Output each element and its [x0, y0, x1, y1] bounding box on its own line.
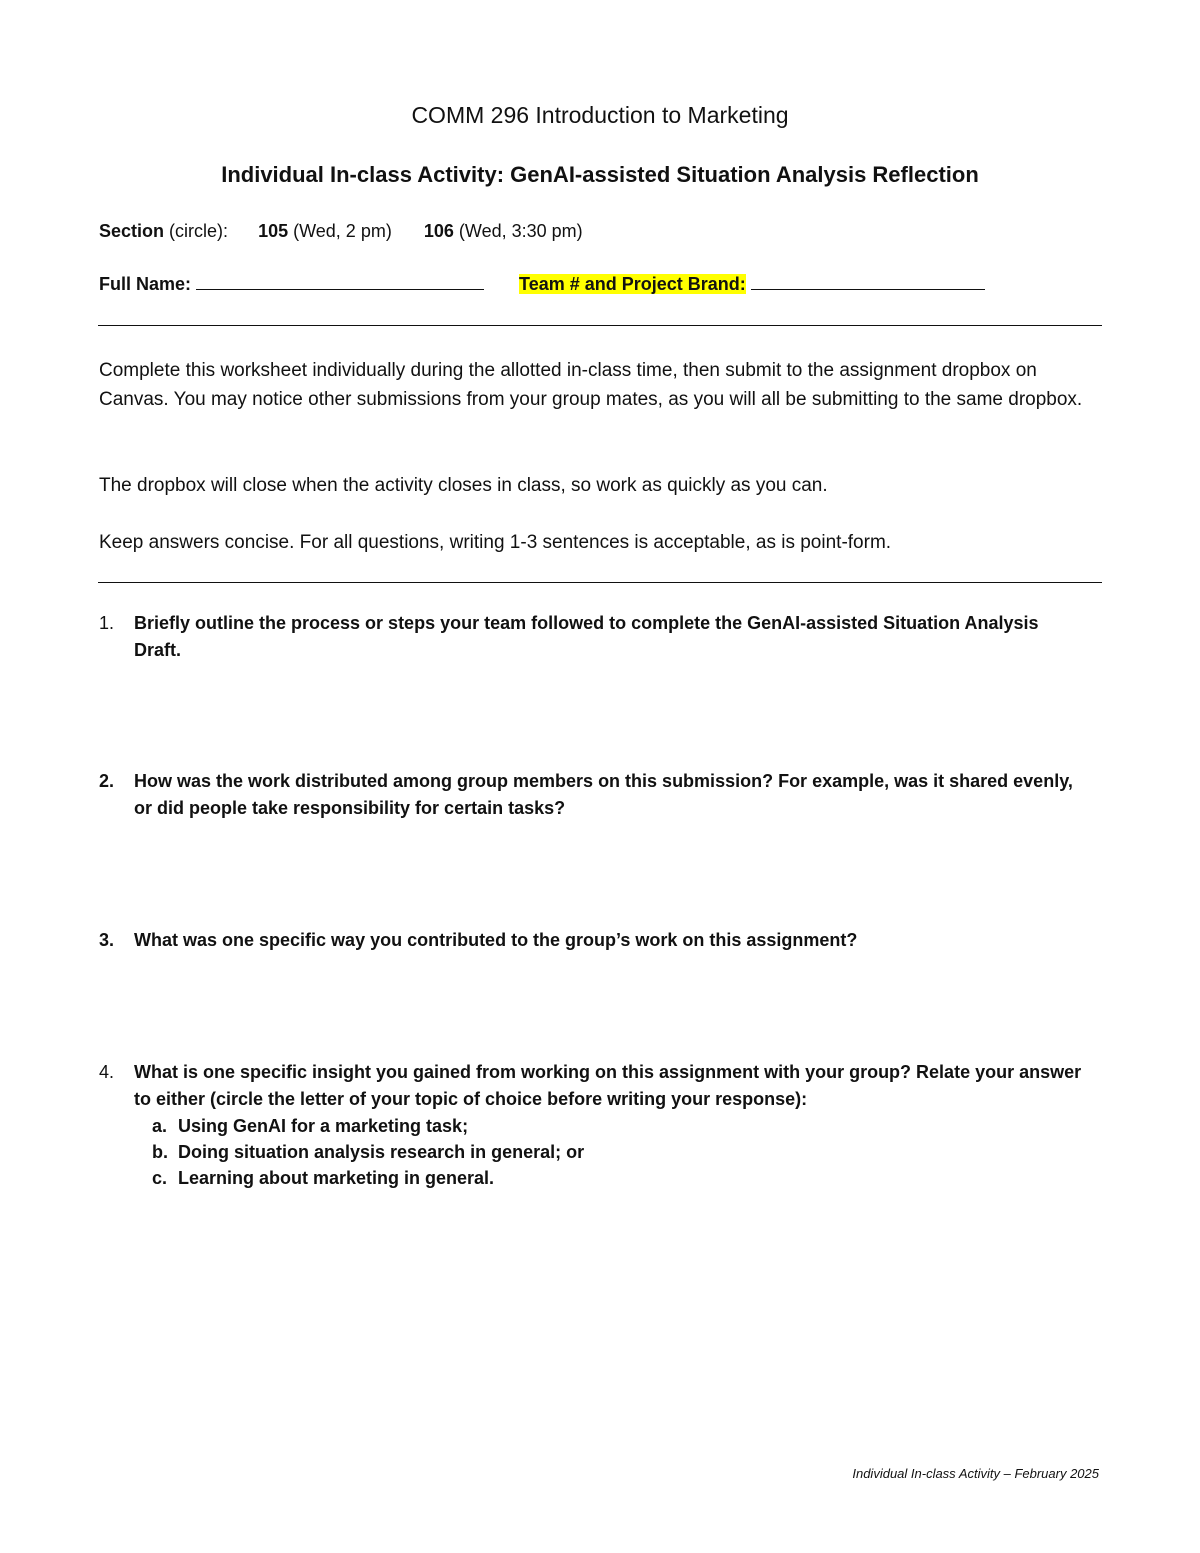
question-number: 2. [99, 771, 115, 791]
option-letter: a. [152, 1116, 168, 1136]
section-selector [99, 221, 583, 242]
option-text: Using GenAI for a marketing task; [178, 1116, 469, 1136]
section-option-106-time: (Wed, 3:30 pm) [458, 221, 583, 241]
section-option-105-time: (Wed, 2 pm) [293, 221, 392, 241]
team-brand-blank[interactable] [751, 273, 985, 290]
question-text: Briefly outline the process or steps your team followed to complete the GenAI-assisted Situation Analysis Draft. [134, 613, 1039, 660]
instruction-paragraph-2: The dropbox will close when the activity closes in class, so work as quickly as you can. [99, 475, 828, 496]
course-title: COMM 296 Introduction to Marketing [411, 102, 789, 128]
question-2 [99, 768, 1089, 822]
section-option-105-number: 105 [258, 221, 289, 241]
section-instruction: (circle): [169, 221, 229, 241]
question-3 [99, 927, 1089, 954]
full-name-blank[interactable] [196, 273, 484, 290]
option-letter: c. [152, 1168, 168, 1188]
divider-bottom [98, 582, 1102, 583]
question-number: 3. [99, 930, 115, 950]
divider-top [98, 325, 1102, 326]
question-text: What was one specific way you contributed to the group’s work on this assignment? [134, 930, 858, 950]
question-text: How was the work distributed among group members on this submission? For example, was it shared evenly, or did people take responsibility for certain tasks? [134, 771, 1073, 818]
topic-option-b[interactable] [134, 1139, 1089, 1165]
option-text: Doing situation analysis research in general; or [178, 1142, 585, 1162]
option-letter: b. [152, 1142, 168, 1162]
instruction-paragraph-1: Complete this worksheet individually during the allotted in-class time, then submit to the assignment dropbox on Canvas. You may notice other submissions from your group mates, as you will all be submitting to the same dropbox. [99, 360, 1083, 410]
topic-options [134, 1113, 1089, 1191]
section-option-106[interactable] [424, 221, 583, 241]
question-number: 1. [99, 613, 115, 633]
section-option-105[interactable] [258, 221, 392, 241]
section-option-106-number: 106 [423, 221, 454, 241]
option-text: Learning about marketing in general. [178, 1168, 495, 1188]
question-number: 4. [99, 1062, 115, 1082]
name-team-row [99, 273, 985, 295]
section-label: Section [99, 221, 165, 241]
team-brand-label: Team # and Project Brand: [519, 274, 746, 294]
topic-option-c[interactable] [134, 1165, 1089, 1191]
activity-title: Individual In-class Activity: GenAI-assisted Situation Analysis Reflection [221, 162, 979, 187]
question-4 [99, 1059, 1089, 1191]
topic-option-a[interactable] [134, 1113, 1089, 1139]
page-footer: Individual In-class Activity – February 2025 [852, 1466, 1099, 1481]
full-name-label: Full Name: [99, 274, 192, 294]
instruction-paragraph-3: Keep answers concise. For all questions, writing 1-3 sentences is acceptable, as is point-form. [99, 532, 892, 553]
question-1 [99, 610, 1089, 664]
question-text: What is one specific insight you gained from working on this assignment with your group? Relate your answer to either (circle the letter of your topic of choice before writing your response): [134, 1062, 1082, 1109]
